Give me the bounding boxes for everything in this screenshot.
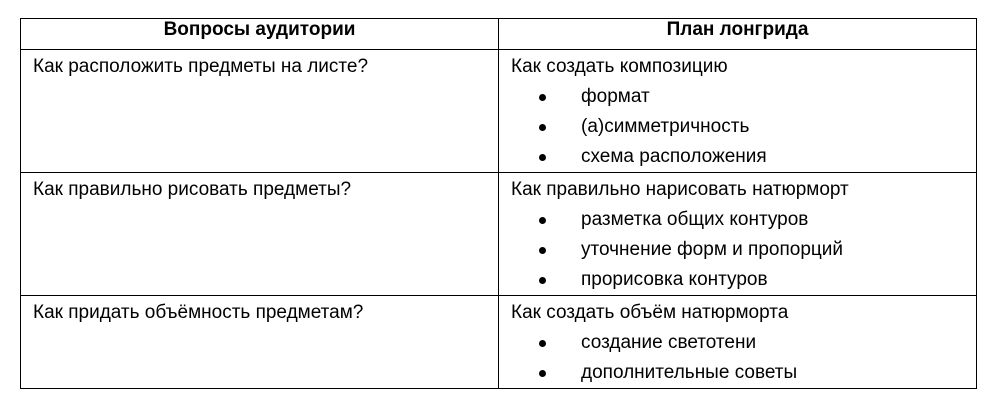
bullet-icon (539, 277, 546, 284)
question-text: Как придать объёмность предметам? (33, 302, 364, 323)
bullet-icon (539, 370, 546, 377)
plan-title: Как создать композицию (511, 56, 728, 77)
plan-bullet-item (499, 205, 976, 235)
header-row (21, 19, 977, 50)
plan-bullet-text: создание светотени (581, 332, 757, 353)
bullet-icon (539, 124, 546, 131)
plan-bullet-item (499, 82, 976, 112)
plan-bullet-list (499, 205, 976, 295)
plan-bullet-item (499, 328, 976, 358)
plan-bullet-text: схема расположения (581, 146, 767, 167)
content-table (20, 18, 977, 389)
question-text: Как расположить предметы на листе? (33, 56, 369, 77)
plan-bullet-item (499, 358, 976, 388)
plan-cell (499, 50, 977, 173)
plan-bullet-list (499, 328, 976, 388)
bullet-icon (539, 247, 546, 254)
plan-bullet-text: дополнительные советы (581, 362, 798, 383)
plan-bullet-text: прорисовка контуров (581, 269, 768, 290)
plan-title: Как создать объём натюрморта (511, 302, 789, 323)
plan-bullet-item (499, 265, 976, 295)
bullet-icon (539, 94, 546, 101)
plan-bullet-text: разметка общих контуров (581, 209, 809, 230)
question-text: Как правильно рисовать предметы? (33, 179, 352, 200)
question-cell (21, 296, 499, 389)
plan-bullet-item (499, 112, 976, 142)
bullet-icon (539, 154, 546, 161)
table-row (21, 173, 977, 296)
plan-cell (499, 173, 977, 296)
header-audience-questions: Вопросы аудитории (21, 19, 499, 50)
plan-title: Как правильно нарисовать натюрморт (511, 179, 849, 200)
table-row (21, 296, 977, 389)
question-cell (21, 50, 499, 173)
plan-cell (499, 296, 977, 389)
plan-bullet-text: (а)симметричность (581, 116, 750, 137)
question-cell (21, 173, 499, 296)
plan-bullet-text: уточнение форм и пропорций (581, 239, 844, 260)
bullet-icon (539, 340, 546, 347)
table-row (21, 50, 977, 173)
header-longread-plan: План лонгрида (499, 19, 977, 50)
plan-bullet-item (499, 235, 976, 265)
plan-bullet-text: формат (581, 86, 650, 107)
plan-bullet-item (499, 142, 976, 172)
plan-bullet-list (499, 82, 976, 172)
bullet-icon (539, 217, 546, 224)
